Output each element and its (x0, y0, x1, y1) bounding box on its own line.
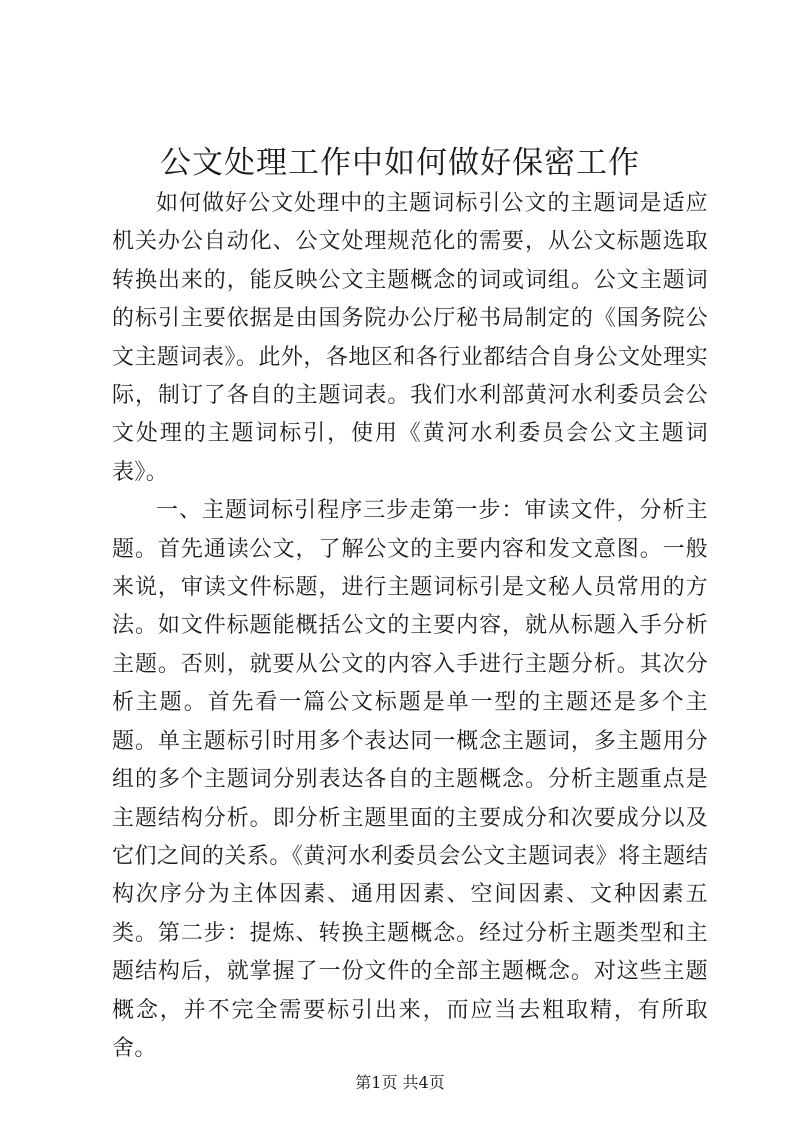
paragraph-intro: 如何做好公文处理中的主题词标引公文的主题词是适应机关办公自动化、公文处理规范化的需要，从公文标题选取转换出来的，能反映公文主题概念的词或词组。公文主题词的标引主要依据是由国务院办公厅秘书局制定的《国务院公文主题词表》。此外，各地区和各行业都结合自身公文处理实际，制订了各自的主题词表。我们水利部黄河水利委员会公文处理的主题词标引，使用《黄河水利委员会公文主题词表》。 (112, 191, 708, 485)
document-title: 公文处理工作中如何做好保密工作 (160, 145, 640, 181)
paragraph-section-one: 一、主题词标引程序三步走第一步：审读文件，分析主题。首先通读公文，了解公文的主要内容和发文意图。一般来说，审读文件标题，进行主题词标引是文秘人员常用的方法。如文件标题能概括公文的主要内容，就从标题入手分析主题。否则，就要从公文的内容入手进行主题分析。其次分析主题。首先看一篇公文标题是单一型的主题还是多个主题。单主题标引时用多个表达同一概念主题词，多主题用分组的多个主题词分别表达各自的主题概念。分析主题重点是主题结构分析。即分析主题里面的主要成分和次要成分以及它们之间的关系。《黄河水利委员会公文主题词表》将主题结构次序分为主体因素、通用因素、空间因素、文种因素五类。第二步：提炼、转换主题概念。经过分析主题类型和主题结构后，就掌握了一份文件的全部主题概念。对这些主题概念，并不完全需要标引出来，而应当去粗取精，有所取舍。 (112, 498, 708, 1061)
page-number-footer: 第1页 共4页 (355, 1073, 445, 1092)
document-body (112, 185, 708, 1068)
